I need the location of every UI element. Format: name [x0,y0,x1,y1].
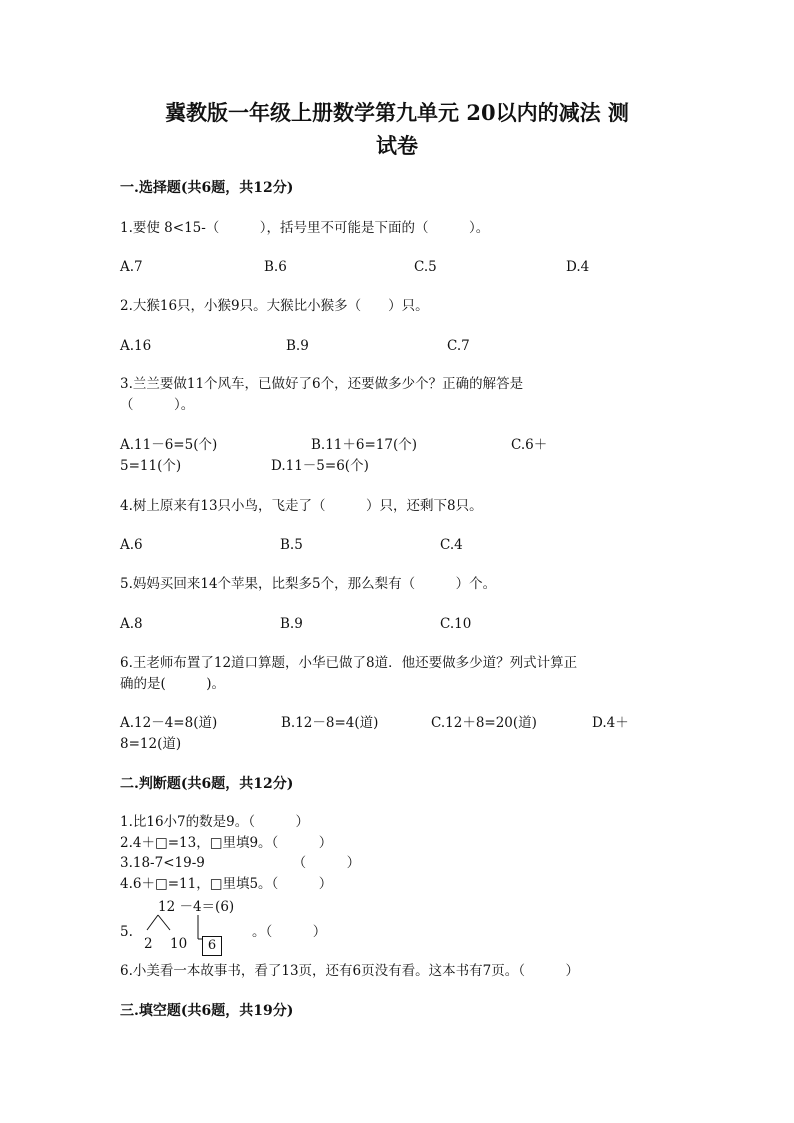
q1-option-b: B.6 [264,259,287,275]
tf-item-4: 4.6＋□=11，□里填5。（ ） [120,876,333,892]
q1-option-d: D.4 [566,259,590,275]
tf-item-1: 1.比16小7的数是9。（ ） [120,814,309,830]
q1-option-c: C.5 [414,259,437,275]
tf-item-5-decomposition [118,895,378,957]
q3-option-c-cont: 5=11(个) [120,458,182,474]
title-line-2: 试卷 [376,133,418,158]
section-heading-fill-blank: 三.填空题(共6题，共19分) [120,1003,294,1019]
decomposition-right: 10 [170,936,188,952]
q2-option-a: A.16 [120,338,152,354]
q1-option-a: A.7 [120,259,143,275]
q5-option-b: B.9 [280,616,303,632]
question-6-line-1: 6.王老师布置了12道口算题，小华已做了8道．他还要做多少道？列式计算正 [120,655,578,671]
q3-option-d: D.11－5=6(个) [271,458,369,474]
tf-item-2: 2.4＋□=13，□里填9。（ ） [120,835,333,851]
tf-item-3: 3.18-7<19-9 （ ） [120,855,361,871]
decomposition-answer-box: 6 [202,936,222,956]
q6-option-b: B.12－8=4(道) [281,715,379,731]
q4-option-b: B.5 [280,537,303,553]
q2-option-c: C.7 [447,338,470,354]
decomposition-lines [118,895,378,957]
q3-option-c: C.6＋ [511,437,548,453]
q6-option-a: A.12－4=8(道) [120,715,218,731]
tf-item-5-number: 5. [120,924,133,940]
q2-option-b: B.9 [286,338,309,354]
q6-option-d-cont: 8=12(道) [120,736,182,752]
question-3-line-1: 3.兰兰要做11个风车，已做好了6个，还要做多少个？正确的解答是 [120,376,524,392]
title-line-1: 冀教版一年级上册数学第九单元 20以内的减法 测 [165,100,629,125]
question-2: 2.大猴16只，小猴9只。大猴比小猴多（ ）只。 [120,298,429,314]
q6-option-c: C.12＋8=20(道) [431,715,537,731]
q6-option-d: D.4＋ [592,715,629,731]
question-5: 5.妈妈买回来14个苹果，比梨多5个，那么梨有（ ）个。 [120,576,497,592]
question-4: 4.树上原来有13只小鸟，飞走了（ ）只，还剩下8只。 [120,498,483,514]
section-heading-true-false: 二.判断题(共6题，共12分) [120,776,294,792]
decomposition-left: 2 [144,936,153,952]
decomposition-expression: 12 －4＝(6) [158,899,235,915]
q3-option-b: B.11＋6=17(个) [311,437,418,453]
q3-option-a: A.11－6=5(个) [120,437,218,453]
section-heading-choice: 一.选择题(共6题，共12分) [120,180,294,196]
q5-option-a: A.8 [120,616,143,632]
question-6-line-2: 确的是( )。 [120,676,226,692]
question-3-line-2: （ ）。 [120,397,195,413]
tf-item-6: 6.小美看一本故事书，看了13页，还有6页没有看。这本书有7页。（ ） [120,963,579,979]
q4-option-c: C.4 [440,537,463,553]
q5-option-c: C.10 [440,616,472,632]
q4-option-a: A.6 [120,537,143,553]
question-1: 1.要使 8<15-（ ），括号里不可能是下面的（ ）。 [120,220,490,236]
page-title [100,96,694,162]
tf-item-5-suffix: 。（ ） [252,924,327,940]
